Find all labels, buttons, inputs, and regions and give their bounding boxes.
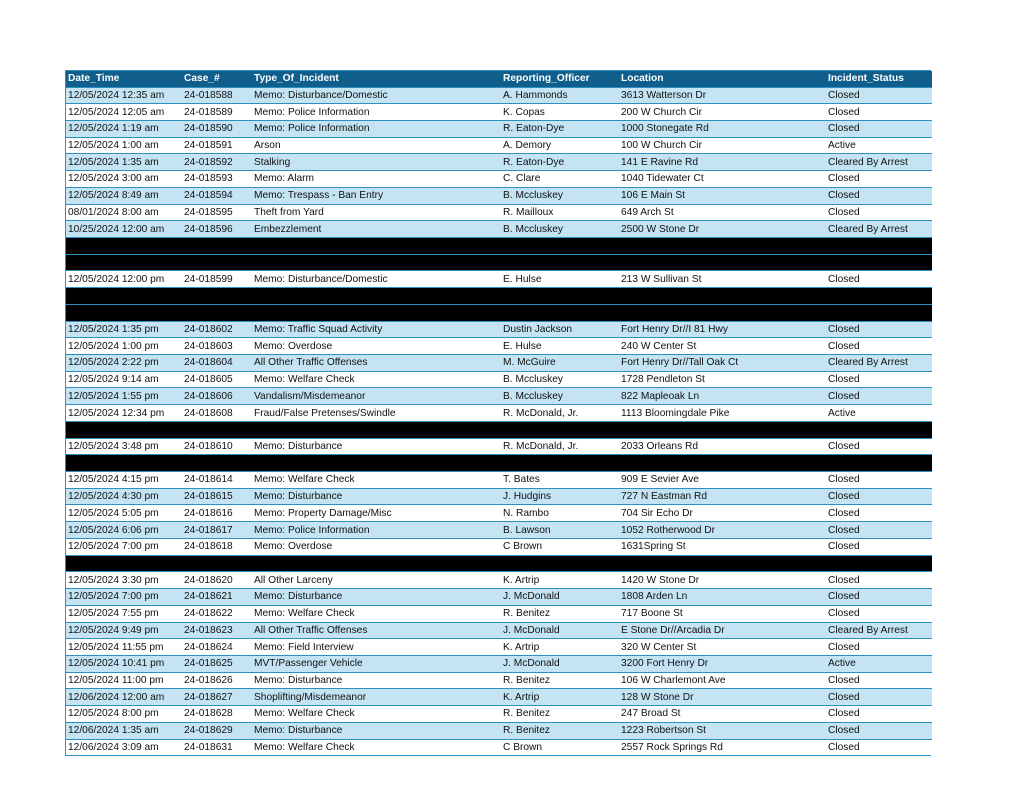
cell-case-number: 24-018606 (182, 388, 252, 405)
redacted-row (66, 555, 932, 572)
cell-incident-status: Closed (826, 371, 932, 388)
cell-reporting-officer: E. Hulse (501, 271, 619, 288)
cell-reporting-officer: R. Benitez (501, 605, 619, 622)
cell-case-number: 24-018626 (182, 672, 252, 689)
cell-incident-status: Closed (826, 689, 932, 706)
cell-type-of-incident: Memo: Overdose (252, 538, 501, 555)
cell-location: 1000 Stonegate Rd (619, 120, 826, 137)
cell-location: Fort Henry Dr//Tall Oak Ct (619, 355, 826, 372)
cell-date-time: 12/06/2024 1:35 am (66, 722, 182, 739)
redacted-row (66, 254, 932, 271)
header-row (66, 71, 932, 87)
redaction-bar (66, 254, 932, 271)
cell-type-of-incident: Embezzlement (252, 221, 501, 238)
cell-location: 213 W Sullivan St (619, 271, 826, 288)
cell-type-of-incident: Memo: Trespass - Ban Entry (252, 187, 501, 204)
cell-incident-status: Closed (826, 722, 932, 739)
cell-case-number: 24-018596 (182, 221, 252, 238)
cell-reporting-officer: R. Eaton-Dye (501, 120, 619, 137)
cell-case-number: 24-018592 (182, 154, 252, 171)
cell-incident-status: Closed (826, 271, 932, 288)
cell-incident-status: Closed (826, 538, 932, 555)
cell-type-of-incident: Memo: Property Damage/Misc (252, 505, 501, 522)
cell-type-of-incident: Memo: Alarm (252, 171, 501, 188)
cell-location: 717 Boone St (619, 605, 826, 622)
table-row (66, 405, 932, 422)
table-row (66, 505, 932, 522)
cell-location: 822 Mapleoak Ln (619, 388, 826, 405)
cell-case-number: 24-018614 (182, 472, 252, 489)
cell-reporting-officer: K. Artrip (501, 639, 619, 656)
cell-incident-status: Closed (826, 572, 932, 589)
cell-location: 200 W Church Cir (619, 104, 826, 121)
cell-date-time: 12/05/2024 4:30 pm (66, 488, 182, 505)
cell-location: 727 N Eastman Rd (619, 488, 826, 505)
cell-type-of-incident: Memo: Disturbance (252, 589, 501, 606)
cell-date-time: 10/25/2024 12:00 am (66, 221, 182, 238)
cell-incident-status: Closed (826, 171, 932, 188)
cell-location: 2500 W Stone Dr (619, 221, 826, 238)
cell-reporting-officer: J. McDonald (501, 622, 619, 639)
cell-case-number: 24-018628 (182, 706, 252, 723)
cell-reporting-officer: K. Artrip (501, 572, 619, 589)
cell-location: 909 E Sevier Ave (619, 472, 826, 489)
cell-case-number: 24-018593 (182, 171, 252, 188)
table-row (66, 120, 932, 137)
cell-reporting-officer: B. Lawson (501, 522, 619, 539)
cell-case-number: 24-018618 (182, 538, 252, 555)
cell-case-number: 24-018588 (182, 87, 252, 104)
cell-reporting-officer: J. Hudgins (501, 488, 619, 505)
cell-type-of-incident: Theft from Yard (252, 204, 501, 221)
table-row (66, 672, 932, 689)
cell-reporting-officer: R. Mailloux (501, 204, 619, 221)
cell-type-of-incident: Memo: Disturbance (252, 722, 501, 739)
incident-table-sheet (65, 70, 931, 756)
cell-incident-status: Closed (826, 589, 932, 606)
cell-type-of-incident: Memo: Welfare Check (252, 605, 501, 622)
cell-case-number: 24-018631 (182, 739, 252, 755)
cell-type-of-incident: Memo: Disturbance/Domestic (252, 271, 501, 288)
table-row (66, 154, 932, 171)
cell-reporting-officer: K. Artrip (501, 689, 619, 706)
cell-location: 3200 Fort Henry Dr (619, 655, 826, 672)
cell-case-number: 24-018616 (182, 505, 252, 522)
cell-reporting-officer: C Brown (501, 739, 619, 755)
cell-date-time: 12/05/2024 2:22 pm (66, 355, 182, 372)
cell-case-number: 24-018591 (182, 137, 252, 154)
incident-table (66, 71, 932, 755)
cell-date-time: 12/05/2024 6:06 pm (66, 522, 182, 539)
cell-type-of-incident: Memo: Police Information (252, 522, 501, 539)
cell-type-of-incident: Memo: Disturbance (252, 672, 501, 689)
cell-date-time: 12/05/2024 12:00 pm (66, 271, 182, 288)
cell-date-time: 12/05/2024 8:00 pm (66, 706, 182, 723)
cell-type-of-incident: Memo: Overdose (252, 338, 501, 355)
cell-incident-status: Active (826, 405, 932, 422)
cell-reporting-officer: Dustin Jackson (501, 321, 619, 338)
cell-incident-status: Cleared By Arrest (826, 355, 932, 372)
cell-date-time: 12/05/2024 8:49 am (66, 187, 182, 204)
cell-location: 1040 Tidewater Ct (619, 171, 826, 188)
cell-date-time: 12/05/2024 1:19 am (66, 120, 182, 137)
cell-case-number: 24-018629 (182, 722, 252, 739)
cell-incident-status: Cleared By Arrest (826, 221, 932, 238)
cell-case-number: 24-018617 (182, 522, 252, 539)
table-row (66, 87, 932, 104)
cell-incident-status: Closed (826, 87, 932, 104)
cell-location: 1808 Arden Ln (619, 589, 826, 606)
table-row (66, 321, 932, 338)
cell-reporting-officer: E. Hulse (501, 338, 619, 355)
cell-reporting-officer: R. Benitez (501, 672, 619, 689)
table-row (66, 706, 932, 723)
cell-case-number: 24-018590 (182, 120, 252, 137)
cell-date-time: 12/05/2024 1:35 pm (66, 321, 182, 338)
cell-reporting-officer: C. Clare (501, 171, 619, 188)
cell-reporting-officer: C Brown (501, 538, 619, 555)
cell-reporting-officer: B. Mccluskey (501, 221, 619, 238)
table-row (66, 739, 932, 755)
table-row (66, 488, 932, 505)
cell-incident-status: Closed (826, 120, 932, 137)
cell-incident-status: Closed (826, 187, 932, 204)
cell-reporting-officer: J. McDonald (501, 589, 619, 606)
cell-type-of-incident: All Other Traffic Offenses (252, 622, 501, 639)
redaction-bar (66, 304, 932, 321)
cell-reporting-officer: T. Bates (501, 472, 619, 489)
cell-case-number: 24-018605 (182, 371, 252, 388)
cell-type-of-incident: Memo: Disturbance (252, 488, 501, 505)
cell-date-time: 12/05/2024 7:55 pm (66, 605, 182, 622)
table-row (66, 689, 932, 706)
table-row (66, 221, 932, 238)
table-row (66, 355, 932, 372)
cell-type-of-incident: All Other Traffic Offenses (252, 355, 501, 372)
cell-type-of-incident: MVT/Passenger Vehicle (252, 655, 501, 672)
cell-reporting-officer: B. Mccluskey (501, 388, 619, 405)
table-row (66, 104, 932, 121)
cell-location: Fort Henry Dr//I 81 Hwy (619, 321, 826, 338)
cell-location: 128 W Stone Dr (619, 689, 826, 706)
cell-incident-status: Cleared By Arrest (826, 622, 932, 639)
table-row (66, 639, 932, 656)
cell-location: 2557 Rock Springs Rd (619, 739, 826, 755)
cell-type-of-incident: All Other Larceny (252, 572, 501, 589)
cell-location: 141 E Ravine Rd (619, 154, 826, 171)
cell-case-number: 24-018603 (182, 338, 252, 355)
cell-incident-status: Closed (826, 488, 932, 505)
cell-incident-status: Closed (826, 739, 932, 755)
table-row (66, 655, 932, 672)
cell-incident-status: Closed (826, 104, 932, 121)
cell-case-number: 24-018627 (182, 689, 252, 706)
cell-reporting-officer: A. Demory (501, 137, 619, 154)
cell-location: 1113 Bloomingdale Pike (619, 405, 826, 422)
cell-reporting-officer: B. Mccluskey (501, 371, 619, 388)
cell-type-of-incident: Memo: Welfare Check (252, 472, 501, 489)
table-row (66, 338, 932, 355)
cell-reporting-officer: R. Benitez (501, 706, 619, 723)
cell-incident-status: Closed (826, 522, 932, 539)
table-row (66, 589, 932, 606)
cell-location: 106 E Main St (619, 187, 826, 204)
cell-type-of-incident: Memo: Traffic Squad Activity (252, 321, 501, 338)
cell-location: 100 W Church Cir (619, 137, 826, 154)
cell-date-time: 12/05/2024 1:00 pm (66, 338, 182, 355)
cell-date-time: 12/06/2024 3:09 am (66, 739, 182, 755)
redacted-row (66, 304, 932, 321)
cell-case-number: 24-018594 (182, 187, 252, 204)
cell-reporting-officer: R. McDonald, Jr. (501, 405, 619, 422)
table-row (66, 472, 932, 489)
cell-location: 240 W Center St (619, 338, 826, 355)
cell-reporting-officer: R. Eaton-Dye (501, 154, 619, 171)
cell-location: 704 Sir Echo Dr (619, 505, 826, 522)
redaction-bar (66, 288, 932, 305)
header-location: Location (619, 71, 826, 87)
cell-reporting-officer: R. Benitez (501, 722, 619, 739)
header-reporting-officer: Reporting_Officer (501, 71, 619, 87)
cell-reporting-officer: K. Copas (501, 104, 619, 121)
redaction-bar (66, 237, 932, 254)
cell-case-number: 24-018589 (182, 104, 252, 121)
cell-incident-status: Closed (826, 338, 932, 355)
cell-location: 1223 Robertson St (619, 722, 826, 739)
cell-case-number: 24-018621 (182, 589, 252, 606)
cell-date-time: 12/05/2024 12:05 am (66, 104, 182, 121)
cell-case-number: 24-018595 (182, 204, 252, 221)
cell-incident-status: Closed (826, 438, 932, 455)
cell-location: 1052 Rotherwood Dr (619, 522, 826, 539)
cell-date-time: 12/05/2024 12:34 pm (66, 405, 182, 422)
cell-location: 649 Arch St (619, 204, 826, 221)
cell-case-number: 24-018620 (182, 572, 252, 589)
redacted-row (66, 288, 932, 305)
cell-location: 1420 W Stone Dr (619, 572, 826, 589)
table-row (66, 605, 932, 622)
table-row (66, 371, 932, 388)
cell-incident-status: Closed (826, 472, 932, 489)
table-row (66, 522, 932, 539)
cell-reporting-officer: B. Mccluskey (501, 187, 619, 204)
cell-type-of-incident: Memo: Welfare Check (252, 371, 501, 388)
cell-incident-status: Closed (826, 639, 932, 656)
cell-date-time: 12/05/2024 5:05 pm (66, 505, 182, 522)
cell-incident-status: Closed (826, 672, 932, 689)
table-body (66, 87, 932, 755)
table-row (66, 572, 932, 589)
cell-date-time: 12/06/2024 12:00 am (66, 689, 182, 706)
cell-date-time: 12/05/2024 4:15 pm (66, 472, 182, 489)
cell-date-time: 08/01/2024 8:00 am (66, 204, 182, 221)
header-type-of-incident: Type_Of_Incident (252, 71, 501, 87)
table-row (66, 187, 932, 204)
cell-date-time: 12/05/2024 9:49 pm (66, 622, 182, 639)
cell-date-time: 12/05/2024 12:35 am (66, 87, 182, 104)
cell-location: 1728 Pendleton St (619, 371, 826, 388)
cell-case-number: 24-018610 (182, 438, 252, 455)
cell-type-of-incident: Arson (252, 137, 501, 154)
cell-case-number: 24-018625 (182, 655, 252, 672)
header-date-time: Date_Time (66, 71, 182, 87)
cell-date-time: 12/05/2024 3:48 pm (66, 438, 182, 455)
cell-reporting-officer: R. McDonald, Jr. (501, 438, 619, 455)
cell-type-of-incident: Memo: Police Information (252, 120, 501, 137)
cell-type-of-incident: Fraud/False Pretenses/Swindle (252, 405, 501, 422)
cell-type-of-incident: Memo: Welfare Check (252, 706, 501, 723)
cell-case-number: 24-018608 (182, 405, 252, 422)
cell-location: E Stone Dr//Arcadia Dr (619, 622, 826, 639)
cell-case-number: 24-018615 (182, 488, 252, 505)
redaction-bar (66, 455, 932, 472)
cell-case-number: 24-018624 (182, 639, 252, 656)
cell-incident-status: Closed (826, 505, 932, 522)
cell-date-time: 12/05/2024 3:30 pm (66, 572, 182, 589)
cell-date-time: 12/05/2024 7:00 pm (66, 538, 182, 555)
cell-date-time: 12/05/2024 9:14 am (66, 371, 182, 388)
cell-location: 320 W Center St (619, 639, 826, 656)
cell-reporting-officer: N. Rambo (501, 505, 619, 522)
table-row (66, 438, 932, 455)
cell-type-of-incident: Shoplifting/Misdemeanor (252, 689, 501, 706)
cell-location: 1631Spring St (619, 538, 826, 555)
cell-date-time: 12/05/2024 1:00 am (66, 137, 182, 154)
table-row (66, 204, 932, 221)
cell-reporting-officer: M. McGuire (501, 355, 619, 372)
cell-location: 2033 Orleans Rd (619, 438, 826, 455)
cell-incident-status: Cleared By Arrest (826, 154, 932, 171)
redaction-bar (66, 421, 932, 438)
cell-incident-status: Closed (826, 706, 932, 723)
table-row (66, 271, 932, 288)
cell-type-of-incident: Memo: Field Interview (252, 639, 501, 656)
table-row (66, 722, 932, 739)
cell-case-number: 24-018602 (182, 321, 252, 338)
cell-date-time: 12/05/2024 11:00 pm (66, 672, 182, 689)
table-row (66, 137, 932, 154)
cell-type-of-incident: Memo: Welfare Check (252, 739, 501, 755)
cell-case-number: 24-018599 (182, 271, 252, 288)
redacted-row (66, 421, 932, 438)
cell-case-number: 24-018623 (182, 622, 252, 639)
cell-location: 3613 Watterson Dr (619, 87, 826, 104)
cell-date-time: 12/05/2024 10:41 pm (66, 655, 182, 672)
cell-incident-status: Active (826, 655, 932, 672)
cell-type-of-incident: Vandalism/Misdemeanor (252, 388, 501, 405)
cell-location: 106 W Charlemont Ave (619, 672, 826, 689)
cell-incident-status: Closed (826, 204, 932, 221)
table-row (66, 388, 932, 405)
cell-reporting-officer: A. Hammonds (501, 87, 619, 104)
cell-incident-status: Closed (826, 605, 932, 622)
table-row (66, 171, 932, 188)
cell-date-time: 12/05/2024 1:35 am (66, 154, 182, 171)
header-case-number: Case_# (182, 71, 252, 87)
cell-type-of-incident: Memo: Disturbance/Domestic (252, 87, 501, 104)
cell-type-of-incident: Memo: Disturbance (252, 438, 501, 455)
cell-date-time: 12/05/2024 1:55 pm (66, 388, 182, 405)
cell-reporting-officer: J. McDonald (501, 655, 619, 672)
redacted-row (66, 455, 932, 472)
redaction-bar (66, 555, 932, 572)
header-incident-status: Incident_Status (826, 71, 932, 87)
cell-incident-status: Active (826, 137, 932, 154)
cell-incident-status: Closed (826, 388, 932, 405)
cell-date-time: 12/05/2024 11:55 pm (66, 639, 182, 656)
cell-case-number: 24-018622 (182, 605, 252, 622)
cell-type-of-incident: Memo: Police Information (252, 104, 501, 121)
cell-date-time: 12/05/2024 7:00 pm (66, 589, 182, 606)
cell-type-of-incident: Stalking (252, 154, 501, 171)
cell-incident-status: Closed (826, 321, 932, 338)
cell-case-number: 24-018604 (182, 355, 252, 372)
redacted-row (66, 237, 932, 254)
cell-location: 247 Broad St (619, 706, 826, 723)
table-row (66, 622, 932, 639)
cell-date-time: 12/05/2024 3:00 am (66, 171, 182, 188)
table-row (66, 538, 932, 555)
